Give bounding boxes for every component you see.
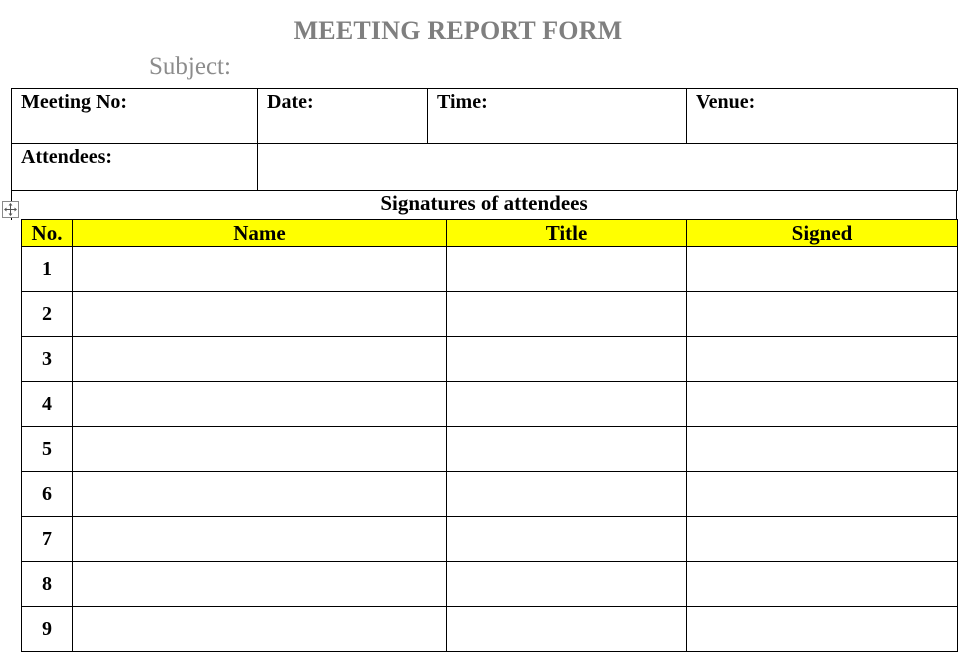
name-cell[interactable] [73,472,447,517]
venue-label: Venue: [696,91,756,113]
signed-cell[interactable] [687,607,958,652]
name-cell[interactable] [73,382,447,427]
signatures-table [21,219,958,652]
signatures-header-row [22,220,958,247]
signed-cell[interactable] [687,517,958,562]
title-cell[interactable] [447,472,687,517]
title-cell[interactable] [447,247,687,292]
signatures-heading-row [11,190,957,220]
name-cell[interactable] [73,517,447,562]
table-row [22,517,958,562]
signed-cell[interactable] [687,427,958,472]
table-row [22,427,958,472]
name-cell[interactable] [73,247,447,292]
table-row [22,472,958,517]
title-cell[interactable] [447,292,687,337]
move-arrows-icon[interactable] [2,201,19,218]
row-number: 3 [22,337,73,382]
row-number: 8 [22,562,73,607]
meeting-no-cell[interactable] [12,89,258,144]
row-number: 2 [22,292,73,337]
attendees-label: Attendees: [21,146,113,168]
table-row [22,382,958,427]
column-header-signed: Signed [687,220,958,247]
title-cell[interactable] [447,427,687,472]
meeting-no-label: Meeting No: [21,91,128,113]
subject-label: Subject: [149,53,231,80]
table-row [22,247,958,292]
name-cell[interactable] [73,337,447,382]
name-cell[interactable] [73,292,447,337]
row-number: 1 [22,247,73,292]
title-cell[interactable] [447,562,687,607]
signed-cell[interactable] [687,472,958,517]
row-number: 6 [22,472,73,517]
row-number: 5 [22,427,73,472]
date-cell[interactable] [258,89,428,144]
date-label: Date: [267,91,314,113]
form-title: MEETING REPORT FORM [293,16,623,45]
table-row [22,607,958,652]
name-cell[interactable] [73,607,447,652]
name-cell[interactable] [73,562,447,607]
time-label: Time: [437,91,488,113]
column-header-name: Name [73,220,447,247]
venue-cell[interactable] [687,89,958,144]
column-header-title: Title [447,220,687,247]
signatures-heading: Signatures of attendees [380,191,588,215]
attendees-value-cell[interactable] [258,144,958,191]
signed-cell[interactable] [687,247,958,292]
table-row [22,337,958,382]
column-header-no: No. [22,220,73,247]
meeting-info-table [11,88,958,191]
row-number: 9 [22,607,73,652]
name-cell[interactable] [73,427,447,472]
signed-cell[interactable] [687,382,958,427]
title-cell[interactable] [447,382,687,427]
title-cell[interactable] [447,607,687,652]
title-cell[interactable] [447,517,687,562]
signed-cell[interactable] [687,337,958,382]
row-number: 7 [22,517,73,562]
table-row [22,562,958,607]
row-number: 4 [22,382,73,427]
signed-cell[interactable] [687,292,958,337]
attendees-label-cell [12,144,258,191]
title-cell[interactable] [447,337,687,382]
table-row [22,292,958,337]
time-cell[interactable] [428,89,687,144]
signed-cell[interactable] [687,562,958,607]
